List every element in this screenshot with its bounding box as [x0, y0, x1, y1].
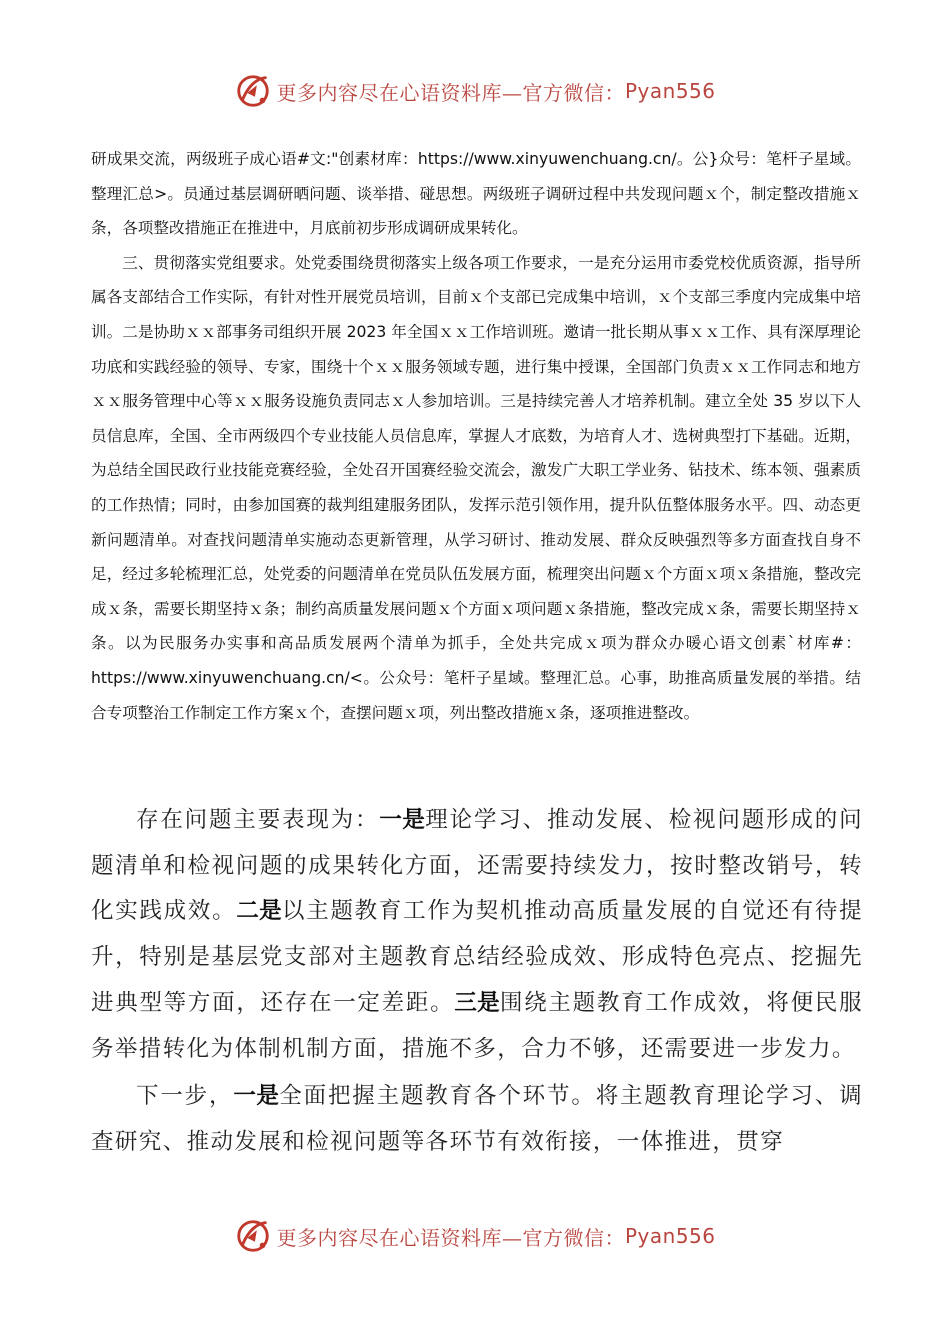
body-section-small: [91, 142, 861, 730]
problems-second: 以主题教育工作为契机推动高质量发展的自觉还有待提升，特别是基层党支部对主题教育总结经验成效、形成特色亮点、挖掘先进典型等方面，还存在一定差距。: [91, 898, 863, 1016]
keyword-next-first: 一是: [233, 1083, 280, 1110]
footer-banner: [0, 1211, 950, 1261]
footer-wechat-id: Pyan556: [624, 1224, 716, 1248]
paragraph-2: 三、贯彻落实党组要求。处党委围绕贯彻落实上级各项工作要求，一是充分运用市委党校优质资源，指导所属各支部结合工作实际，有针对性开展党员培训，目前ｘ个支部已完成集中培训，ｘ个支部三季度内完成集中培训。二是协助ｘｘ部事务司组织开展 2023 年全国ｘｘ工作培训班。邀请一批长期从事ｘｘ工作、具有深厚理论功底和实践经验的领导、专家，围绕十个ｘｘ服务领域专题，进行集中授课，全国部门负责ｘｘ工作同志和地方ｘｘ服务管理中心等ｘｘ服务设施负责同志ｘ人参加培训。三是持续完善人才培养机制。建立全处 35 岁以下人员信息库，全国、全市两级四个专业技能人员信息库，掌握人才底数，为培育人才、选树典型打下基础。近期，为总结全国民政行业技能竞赛经验，全处召开国赛经验交流会，激发广大职工学业务、钻技术、练本领、强素质的工作热情；同时，由参加国赛的裁判组建服务团队，发挥示范引领作用，提升队伍整体服务水平。四、动态更新问题清单。对查找问题清单实施动态更新管理，从学习研讨、推动发展、群众反映强烈等多方面查找自身不足，经过多轮梳理汇总，处党委的问题清单在党员队伍发展方面，梳理突出问题ｘ个方面ｘ项ｘ条措施，整改完成ｘ条，需要长期坚持ｘ条；制约高质量发展问题ｘ个方面ｘ项问题ｘ条措施，整改完成ｘ条，需要长期坚持ｘ条。以为民服务办实事和高品质发展两个清单为抓手，全处共完成ｘ项为群众办暖心语文创素`材库#：https://www.xinyuwenchuang.cn/<。公众号：笔杆子星域。整理汇总。心事，助推高质量发展的举措。结合专项整治工作制定工作方案ｘ个，查摆问题ｘ项，列出整改措施ｘ条，逐项推进整改。: [91, 253, 861, 722]
problems-first: 理论学习、推动发展、检视问题形成的问题清单和检视问题的成果转化方面，还需要持续发力，按时整改销号，转化实践成效。: [91, 807, 863, 925]
next-steps-first: 全面把握主题教育各个环节。将主题教育理论学习、调查研究、推动发展和检视问题等各环节有效衔接，一体推进，贯穿: [91, 1083, 863, 1155]
red-circle-emblem-icon: [234, 1217, 272, 1255]
header-banner: [0, 66, 950, 116]
next-steps-intro: 下一步，: [136, 1083, 234, 1110]
red-circle-emblem-icon: [234, 72, 272, 110]
header-wechat-id: Pyan556: [624, 79, 716, 103]
keyword-third: 三是: [454, 989, 500, 1016]
keyword-first: 一是: [379, 807, 426, 833]
header-banner-text: 更多内容尽在心语资料库—官方微信：: [276, 80, 625, 105]
paragraph-1: 研成果交流，两级班子成心语#文:"创素材库：https://www.xinyuwenchuang.cn/。公}众号：笔杆子星域。整理汇总>。员通过基层调研晒问题、谈举措、碰思想。两级班子调研过程中共发现问题ｘ个，制定整改措施ｘ条，各项整改措施正在推进中，月底前初步形成调研成果转化。: [91, 150, 861, 238]
footer-banner-text: 更多内容尽在心语资料库—官方微信：: [276, 1225, 625, 1250]
paragraph-problems: [91, 798, 863, 1072]
paragraph-next-steps: [91, 1074, 863, 1165]
keyword-second: 二是: [236, 898, 282, 925]
problems-third: 围绕主题教育工作成效，将便民服务举措转化为体制机制方面，措施不多，合力不够，还需要进一步发力。: [91, 989, 863, 1062]
body-section-large: [91, 798, 863, 1168]
problems-intro: 存在问题主要表现为：: [136, 807, 380, 833]
